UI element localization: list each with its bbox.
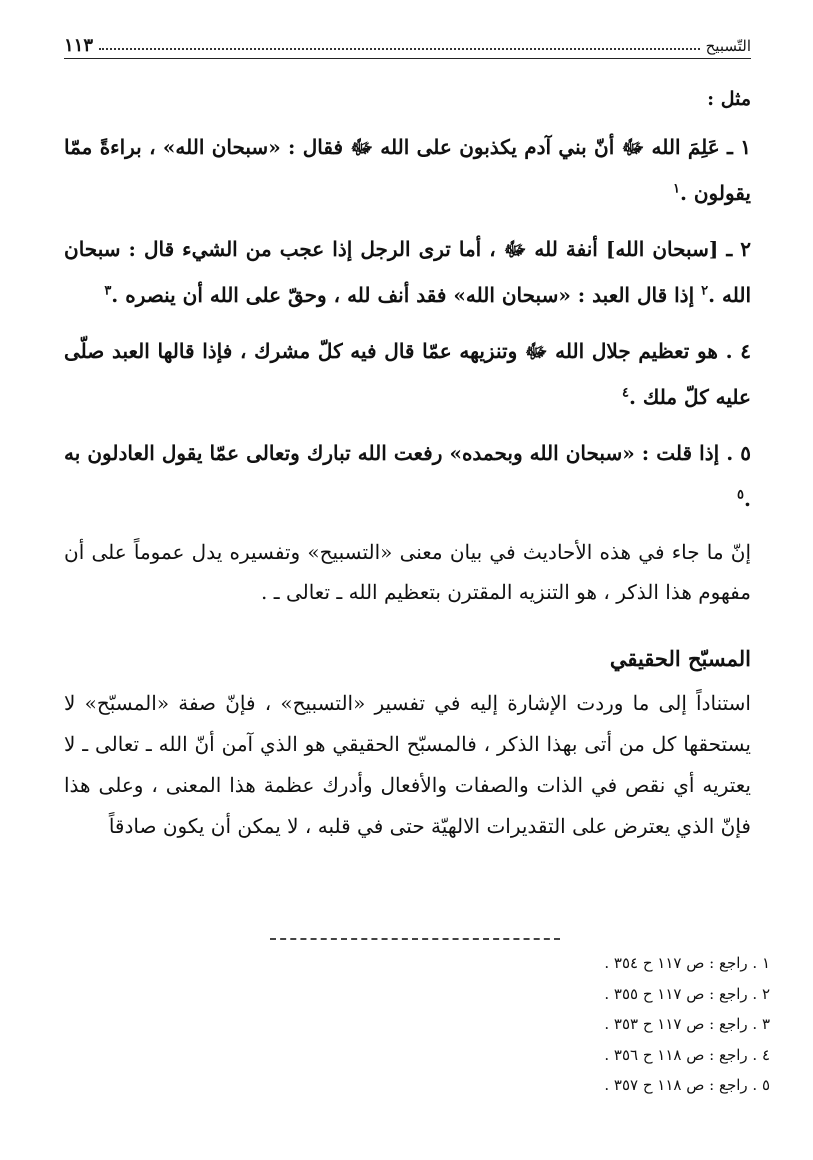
footnote-ref[interactable]: ٢ (701, 283, 709, 299)
hadith-text: ٥ . إذا قلت : «سبحان الله وبحمده» رفعت الله تبارك وتعالى عمّا يقول العادلون به . (64, 441, 751, 511)
footnote-4: ٤ . راجع : ص ١١٨ ح ٣٥٦ . (604, 1045, 770, 1064)
hadith-item-2 (64, 226, 751, 318)
section-paragraph: استناداً إلى ما وردت الإشارة إليه في تفسير «التسبيح» ، فإنّ صفة «المسبّح» لا يستحقها كل من أتى بهذا الذكر ، فالمسبّح الحقيقي هو الذي آمن أنّ الله ـ تعالى ـ لا يعتريه أي نقص في الذات والصفات والأفعال وأدرك عظمة هذا المعنى ، وعلى هذا فإنّ الذي يعترض على التقديرات الالهيّة حتى في قلبه ، لا يمكن أن يكون صادقاً (64, 691, 751, 838)
footnote-ref[interactable]: ١ (672, 181, 680, 197)
hadith-text-continued: إذا قال العبد : «سبحان الله» فقد أنف لله ، وحقّ على الله أن ينصره . (111, 283, 695, 307)
main-text (64, 88, 751, 847)
hadith-item-5 (64, 430, 751, 522)
running-title: التّسبيح (705, 37, 751, 55)
leader-dots (99, 48, 700, 50)
footnote-divider (270, 938, 560, 940)
footnote-3: ٣ . راجع : ص ١١٧ ح ٣٥٣ . (604, 1015, 770, 1033)
footnote-5: ٥ . راجع : ص ١١٨ ح ٣٥٧ . (604, 1076, 770, 1094)
intro-label: مثل : (707, 88, 751, 110)
page-number: ١١٣ (64, 35, 94, 56)
hadith-item-4 (64, 328, 751, 420)
footnote-2: ٢ . راجع : ص ١١٧ ح ٣٥٥ . (604, 984, 770, 1003)
section-heading: المسبّح الحقيقي (609, 646, 751, 671)
footnote-ref[interactable]: ٣ (104, 283, 112, 299)
hadith-text: ٤ . هو تعظيم جلال الله ﷻ وتنزيهه عمّا قال فيه كلّ مشرك ، فإذا قالها العبد صلّى عليه كلّ ملك . (64, 339, 751, 409)
footnote-ref[interactable]: ٤ (621, 385, 629, 401)
hadith-text: ٢ ـ [سبحان الله] أنفة لله ﷻ ، أما ترى الرجل إذا عجب من الشيء قال : سبحان الله . (64, 237, 751, 307)
footnotes (430, 948, 770, 1101)
hadith-item-1 (64, 124, 751, 216)
running-header (64, 28, 751, 59)
summary-paragraph: إنّ ما جاء في هذه الأحاديث في بيان معنى «التسبيح» وتفسيره يدل عموماً على أن مفهوم هذا الذكر ، هو التنزيه المقترن بتعظيم الله ـ تعالى ـ . (64, 540, 751, 604)
footnote-1: ١ . راجع : ص ١١٧ ح ٣٥٤ . (604, 954, 770, 972)
hadith-text: ١ ـ عَلِمَ الله ﷻ أنّ بني آدم يكذبون على الله ﷻ فقال : «سبحان الله» ، براءةً ممّا يقولون . (64, 135, 751, 205)
footnote-ref[interactable]: ٥ (737, 487, 745, 503)
